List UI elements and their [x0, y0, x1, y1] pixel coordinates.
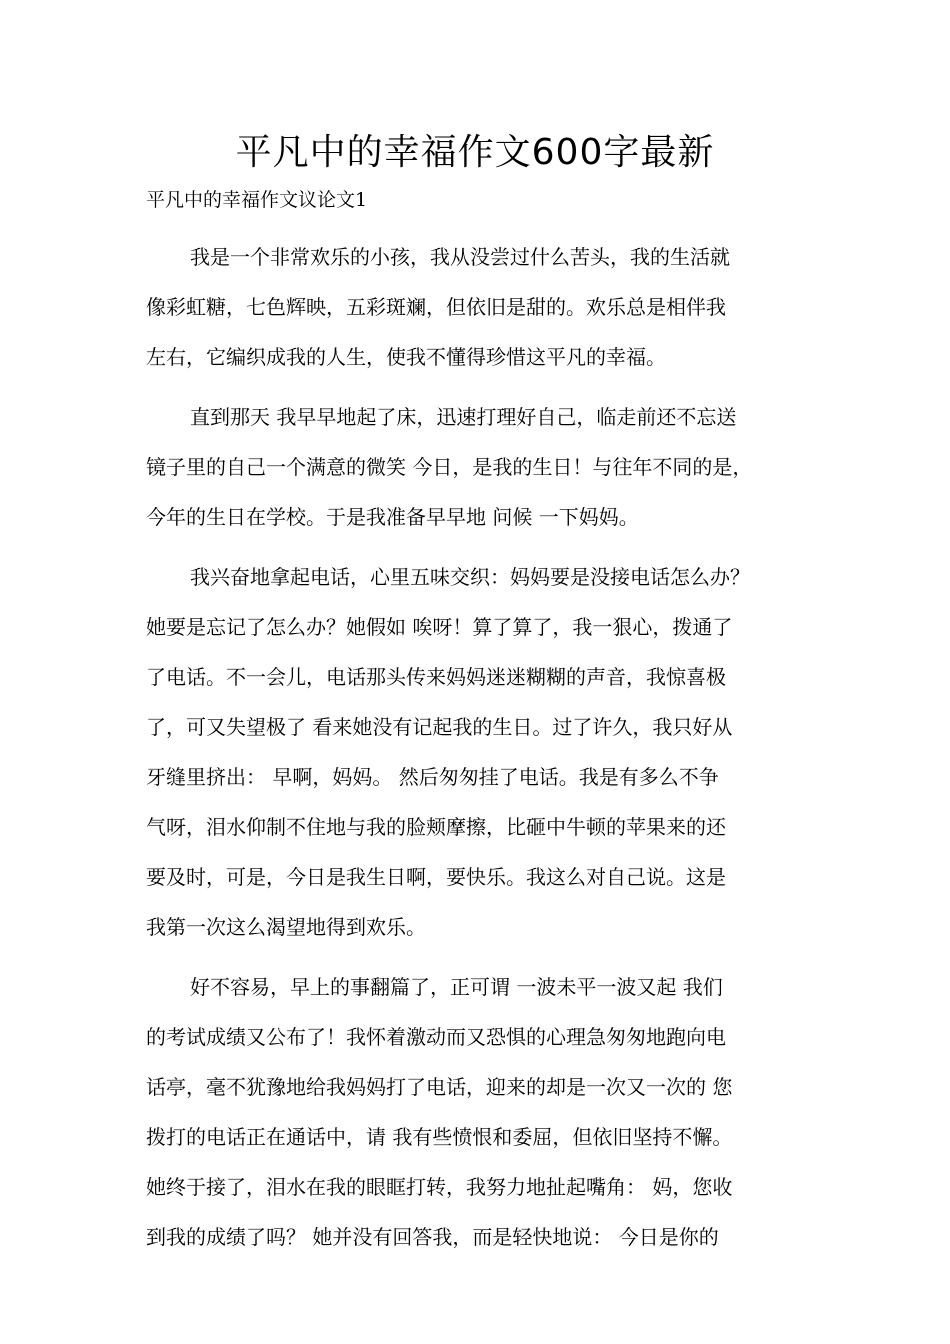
text-line: 我兴奋地拿起电话，心里五味交织：妈妈要是没接电话怎么办？: [190, 565, 750, 589]
text-line: 牙缝里挤出： 早啊，妈妈。 然后匆匆挂了电话。我是有多么不争: [146, 765, 719, 789]
text-line: 的考试成绩又公布了！我怀着激动而又恐惧的心理急匆匆地跑向电: [146, 1025, 726, 1049]
text-line: 镜子里的自己一个满意的微笑 今日，是我的生日！与往年不同的是，: [146, 455, 753, 479]
paragraph-4: [146, 962, 818, 1262]
text-line: 她要是忘记了怎么办？她假如 唉呀！算了算了，我一狠心，拨通了: [146, 615, 733, 639]
text-line: 我是一个非常欢乐的小孩，我从没尝过什么苦头，我的生活就: [190, 245, 730, 269]
text-line: 像彩虹糖，七色辉映，五彩斑斓，但依旧是甜的。欢乐总是相伴我: [146, 295, 726, 319]
text-line: 了，可又失望极了 看来她没有记起我的生日。过了许久，我只好从: [146, 715, 733, 739]
text-line: 左右，它编织成我的人生，使我不懂得珍惜这平凡的幸福。: [146, 345, 666, 369]
document-title: 平凡中的幸福作文600字最新: [235, 132, 715, 173]
text-line: 今年的生日在学校。于是我准备早早地 问候 一下妈妈。: [146, 505, 639, 529]
text-line: 了电话。不一会儿，电话那头传来妈妈迷迷糊糊的声音，我惊喜极: [146, 665, 726, 689]
text-line: 直到那天 我早早地起了床，迅速打理好自己，临走前还不忘送: [190, 405, 737, 429]
document-subtitle: 平凡中的幸福作文议论文1: [146, 189, 368, 211]
text-line: 到我的成绩了吗？ 她并没有回答我，而是轻快地说： 今日是你的: [146, 1225, 719, 1249]
text-line: 要及时，可是，今日是我生日啊，要快乐。我这么对自己说。这是: [146, 865, 726, 889]
text-line: 话亭，毫不犹豫地给我妈妈打了电话，迎来的却是一次又一次的 您: [146, 1075, 733, 1099]
paragraph-2: [146, 392, 818, 542]
document-body: [146, 232, 818, 1272]
text-line: 气呀，泪水仰制不住地与我的脸颊摩擦，比砸中牛顿的苹果来的还: [146, 815, 726, 839]
paragraph-1: [146, 232, 818, 382]
text-line: 好不容易，早上的事翻篇了，正可谓 一波未平一波又起 我们: [190, 975, 723, 999]
text-line: 我第一次这么渴望地得到欢乐。: [146, 915, 426, 939]
text-line: 她终于接了，泪水在我的眼眶打转，我努力地扯起嘴角： 妈，您收: [146, 1175, 733, 1199]
paragraph-3: [146, 552, 818, 952]
text-line: 拨打的电话正在通话中，请 我有些愤恨和委屈，但依旧坚持不懈。: [146, 1125, 733, 1149]
